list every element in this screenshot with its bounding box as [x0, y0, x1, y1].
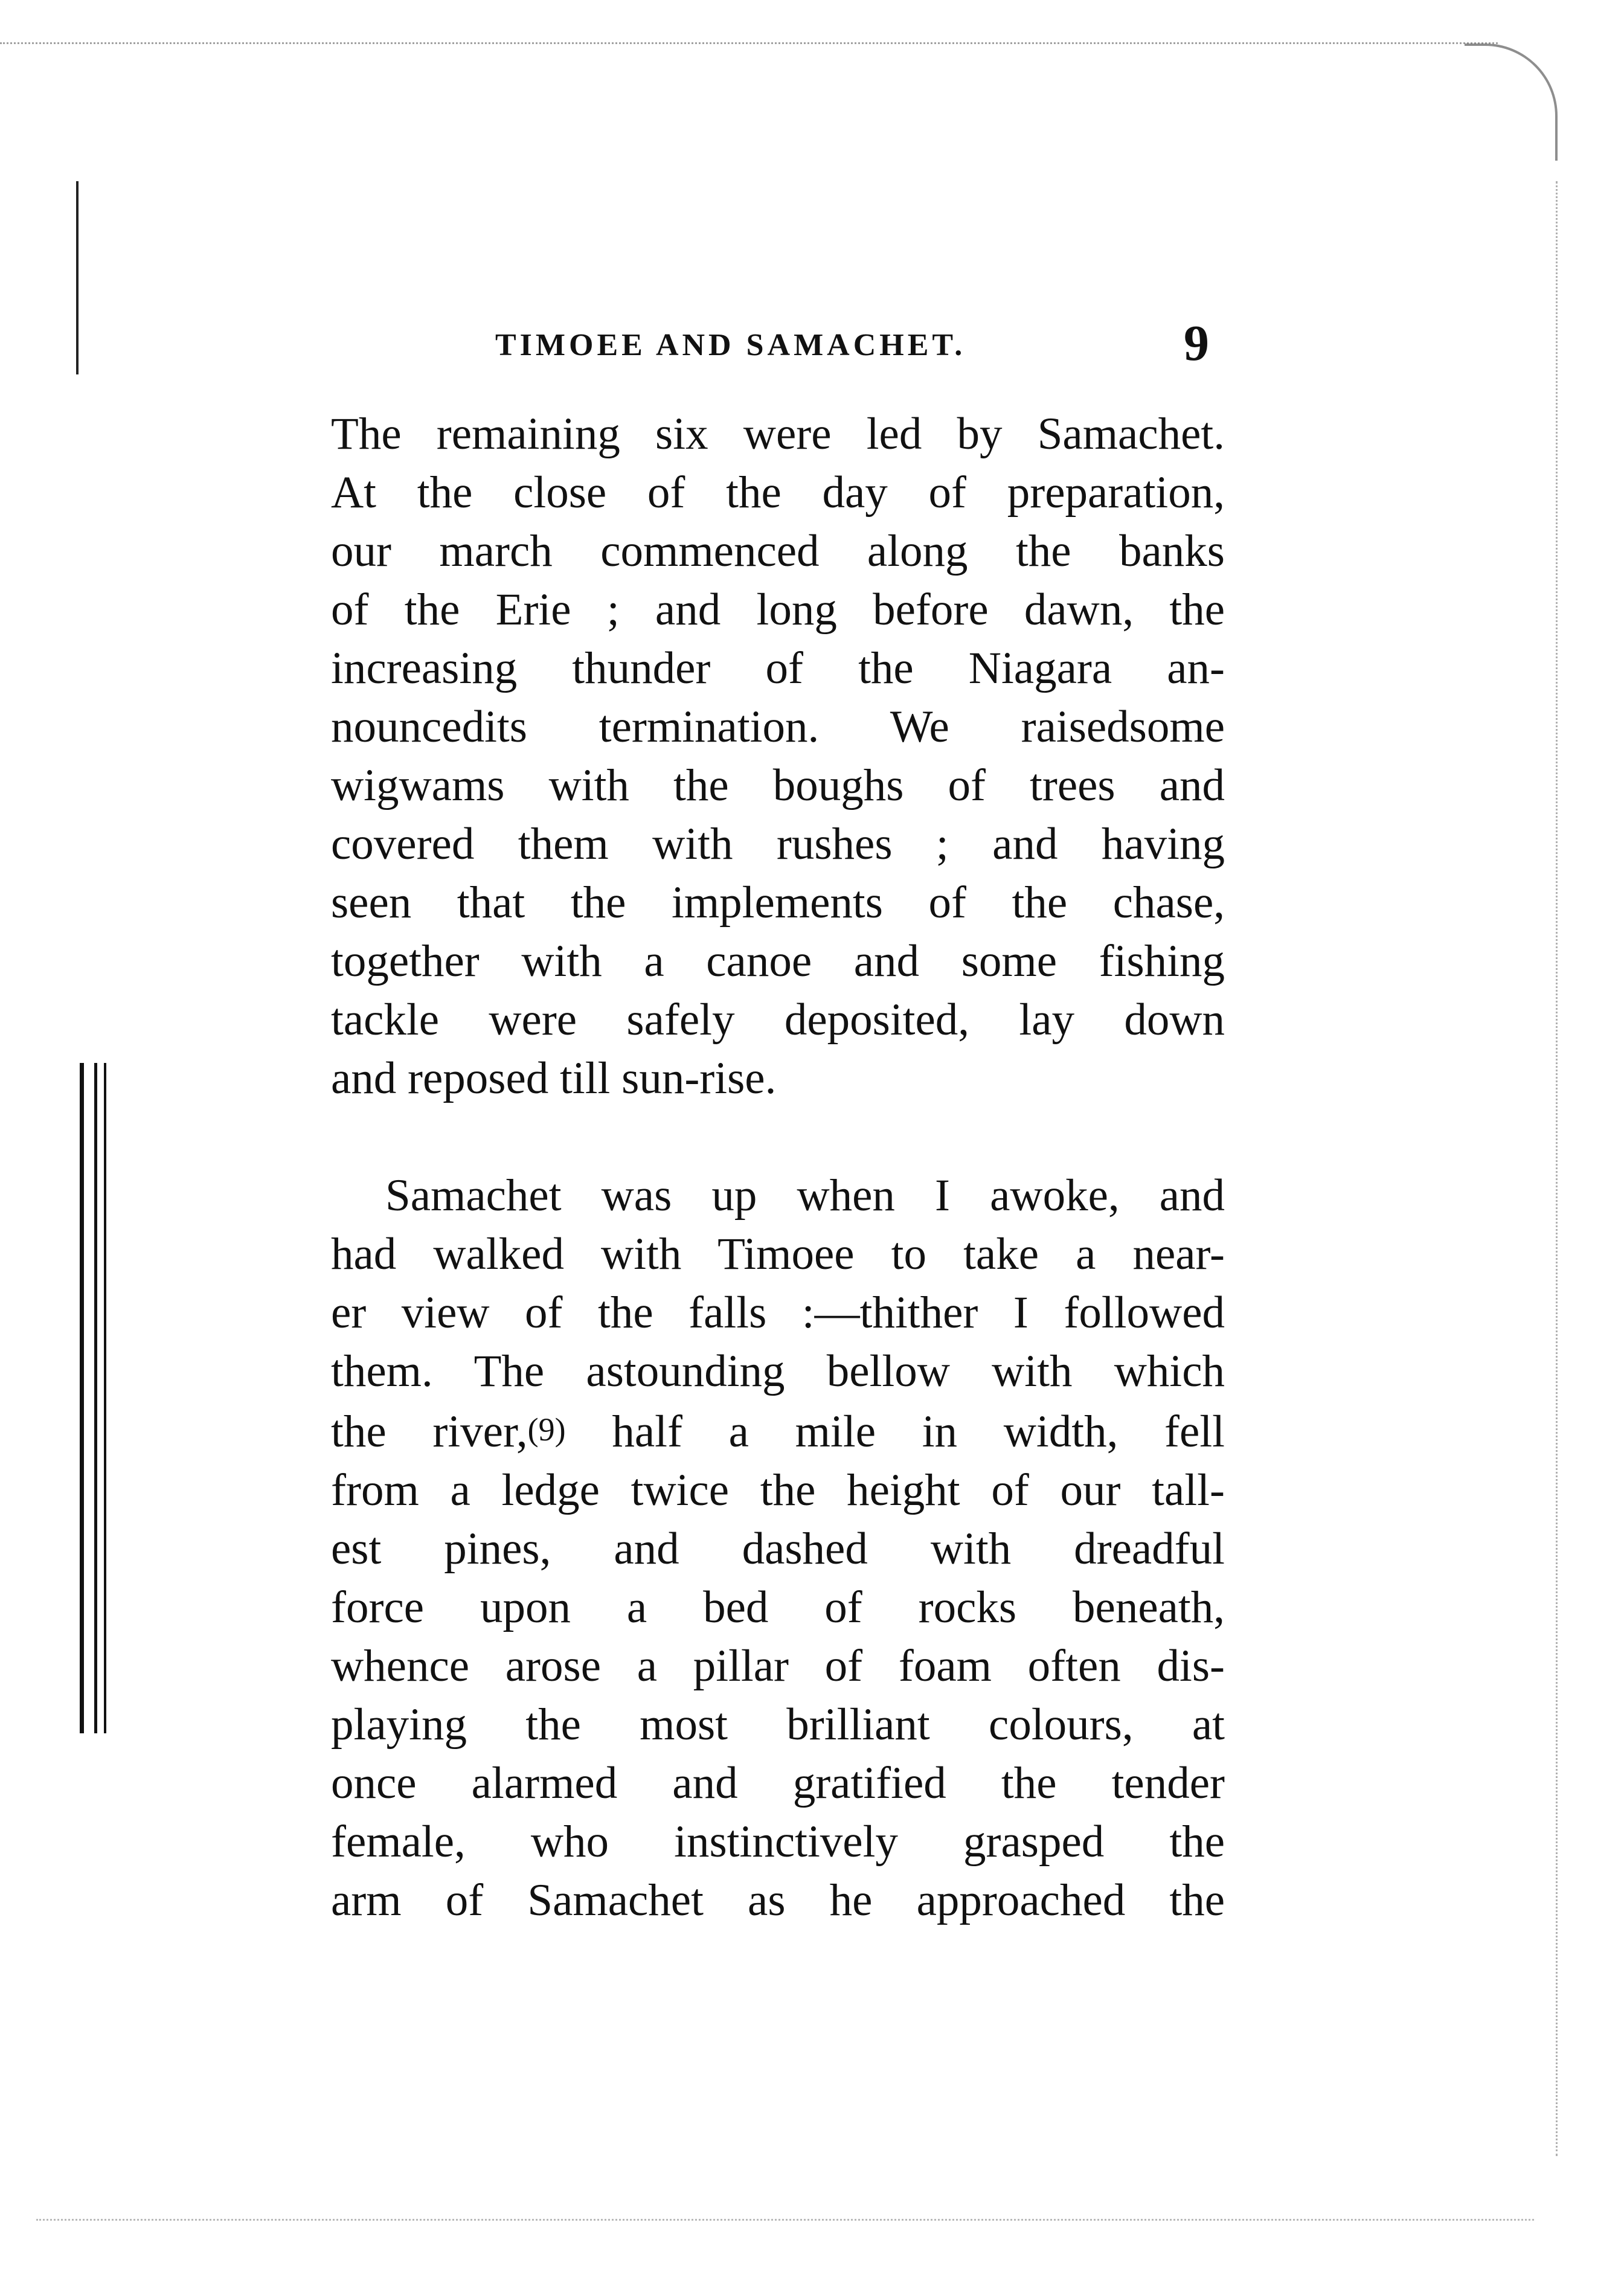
text-line: est pines, and dashed with dreadful [331, 1524, 1225, 1574]
text-line: er view of the falls :—thither I followed [331, 1288, 1225, 1338]
paragraph-2 [331, 1166, 1225, 1930]
scan-top-edge [0, 42, 1498, 44]
text-line: them. The astounding bellow with which [331, 1346, 1225, 1396]
text-line: female, who instinctively grasped the [331, 1817, 1225, 1867]
text-line: and reposed till sun-rise. [331, 1053, 777, 1103]
running-title: TIMOEE AND SAMACHET. [495, 328, 966, 362]
text-line: together with a canoe and some fishing [331, 936, 1225, 986]
page-number: 9 [1184, 315, 1209, 371]
text-line: from a ledge twice the height of our tall- [331, 1465, 1225, 1515]
text-line: At the close of the day of preparation, [331, 467, 1225, 518]
text-line: Samachet was up when I awoke, and [385, 1170, 1225, 1221]
text-line: seen that the implements of the chase, [331, 878, 1225, 928]
scan-bottom-edge [36, 2219, 1534, 2221]
text-line: covered them with rushes ; and having [331, 819, 1225, 869]
text-line: our march commenced along the banks [331, 526, 1225, 576]
text-line: wigwams with the boughs of trees and [331, 760, 1225, 810]
text-line: whence arose a pillar of foam often dis- [331, 1641, 1225, 1691]
body-text [331, 405, 1225, 1930]
text-line: force upon a bed of rocks beneath, [331, 1582, 1225, 1632]
text-line: arm of Samachet as he approached the [331, 1875, 1225, 1925]
footnote-reference: (9) [527, 1411, 566, 1448]
binding-mark-left [71, 1063, 114, 1733]
paragraph-1 [331, 405, 1225, 1108]
text-line: had walked with Timoee to take a near- [331, 1229, 1225, 1279]
text-line: nouncedits termination. We raisedsome [331, 702, 1225, 752]
text-line: playing the most brilliant colours, at [331, 1699, 1225, 1750]
text-segment: the river, [331, 1407, 528, 1457]
text-segment: half a mile in width, fell [565, 1407, 1225, 1457]
text-line: increasing thunder of the Niagara an- [331, 643, 1225, 693]
text-line: of the Erie ; and long before dawn, the [331, 585, 1225, 635]
scan-page-corner [1465, 43, 1558, 161]
text-line-with-note [331, 1401, 1225, 1461]
running-head [459, 314, 1244, 371]
text-line: tackle were safely deposited, lay down [331, 995, 1225, 1045]
text-line: The remaining six were led by Samachet. [331, 409, 1225, 459]
binding-mark-top [76, 181, 83, 374]
scan-right-edge [1556, 181, 1558, 2156]
text-line: once alarmed and gratified the tender [331, 1758, 1225, 1808]
